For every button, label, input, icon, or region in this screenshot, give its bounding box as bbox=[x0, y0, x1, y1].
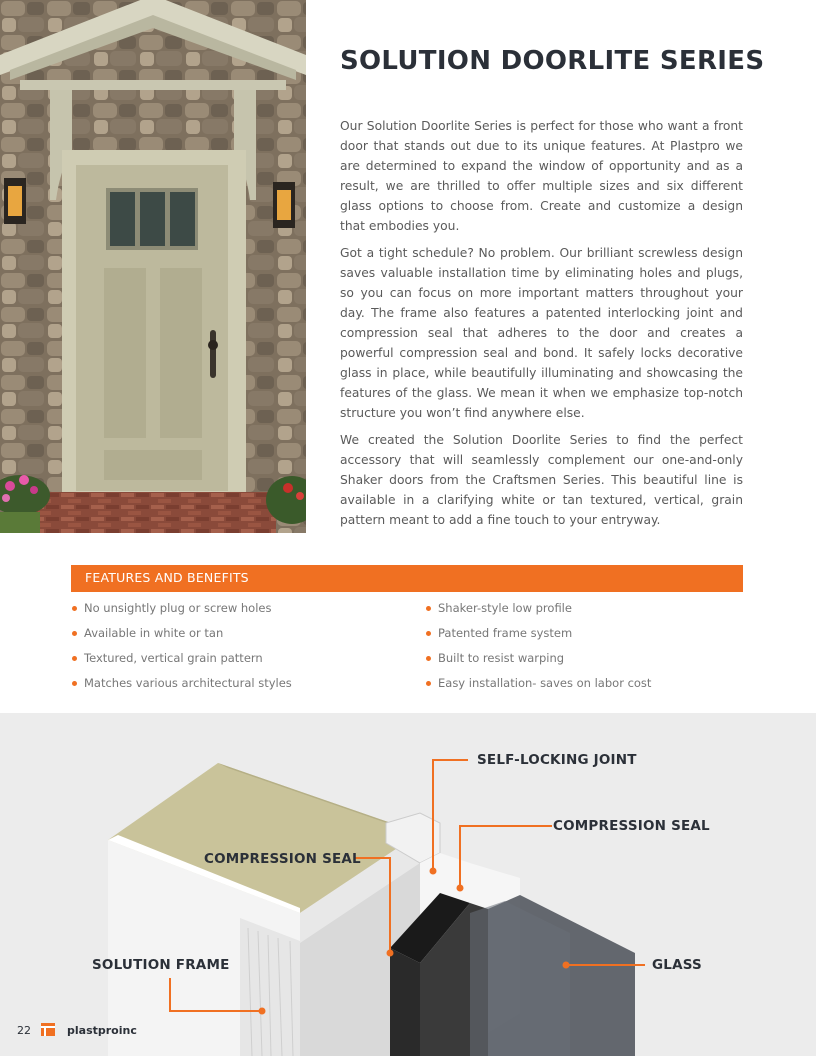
label-glass: GLASS bbox=[652, 957, 702, 973]
feature-item: No unsightly plug or screw holes bbox=[71, 601, 292, 626]
page-number: 22 bbox=[17, 1024, 31, 1037]
paragraph-2: Got a tight schedule? No problem. Our brilliant screwless design saves valuable installation time by eliminating holes and plugs, so you can focus on more important matters throughout your day. The frame also features a patented interlocking joint and compression seal that adheres to the door and creates a powerful compression seal and bond. It safely locks decorative glass in place, while beautifully illuminating and showcasing the features of the glass. We mean it when we emphasize top-notch structure you won’t find anywhere else. bbox=[340, 246, 743, 420]
paragraph-1: Our Solution Doorlite Series is perfect for those who want a front door that stands out due to its unique features. At Plastpro we are determined to expand the window of opportunity and as a result, we are thrilled to offer multiple sizes and six different glass options to choose from. Create and customize a design that embodies you. bbox=[340, 119, 743, 233]
features-list-right bbox=[425, 601, 651, 701]
plastpro-logo-icon bbox=[41, 1023, 55, 1036]
feature-item: Textured, vertical grain pattern bbox=[71, 651, 292, 676]
feature-item: Available in white or tan bbox=[71, 626, 292, 651]
label-self-locking-joint: SELF-LOCKING JOINT bbox=[477, 752, 637, 768]
features-list-left bbox=[71, 601, 292, 701]
frame-cross-section-diagram bbox=[0, 713, 816, 1056]
feature-item: Patented frame system bbox=[425, 626, 651, 651]
feature-item: Matches various architectural styles bbox=[71, 676, 292, 701]
frame-cross-section-illustration bbox=[0, 713, 816, 1056]
intro-text bbox=[340, 116, 743, 537]
door-entryway-photo bbox=[0, 0, 306, 533]
feature-item: Easy installation- saves on labor cost bbox=[425, 676, 651, 701]
footer-site: plastproinc bbox=[67, 1024, 137, 1037]
label-compression-seal-right: COMPRESSION SEAL bbox=[553, 818, 710, 834]
door-entryway-illustration bbox=[0, 0, 306, 533]
label-compression-seal-left: COMPRESSION SEAL bbox=[204, 851, 361, 867]
feature-item: Shaker-style low profile bbox=[425, 601, 651, 626]
features-heading-bar bbox=[71, 565, 743, 592]
page-title: SOLUTION DOORLITE SERIES bbox=[340, 46, 765, 76]
paragraph-3: We created the Solution Doorlite Series to find the perfect accessory that will seamlessly complement our one-and-only Shaker doors from the Craftsmen Series. This beautiful line is available in a clarifying white or tan textured, vertical, grain pattern meant to add a fine touch to your entryway. bbox=[340, 433, 743, 527]
feature-item: Built to resist warping bbox=[425, 651, 651, 676]
label-solution-frame: SOLUTION FRAME bbox=[92, 957, 230, 973]
features-heading: FEATURES AND BENEFITS bbox=[85, 570, 249, 585]
